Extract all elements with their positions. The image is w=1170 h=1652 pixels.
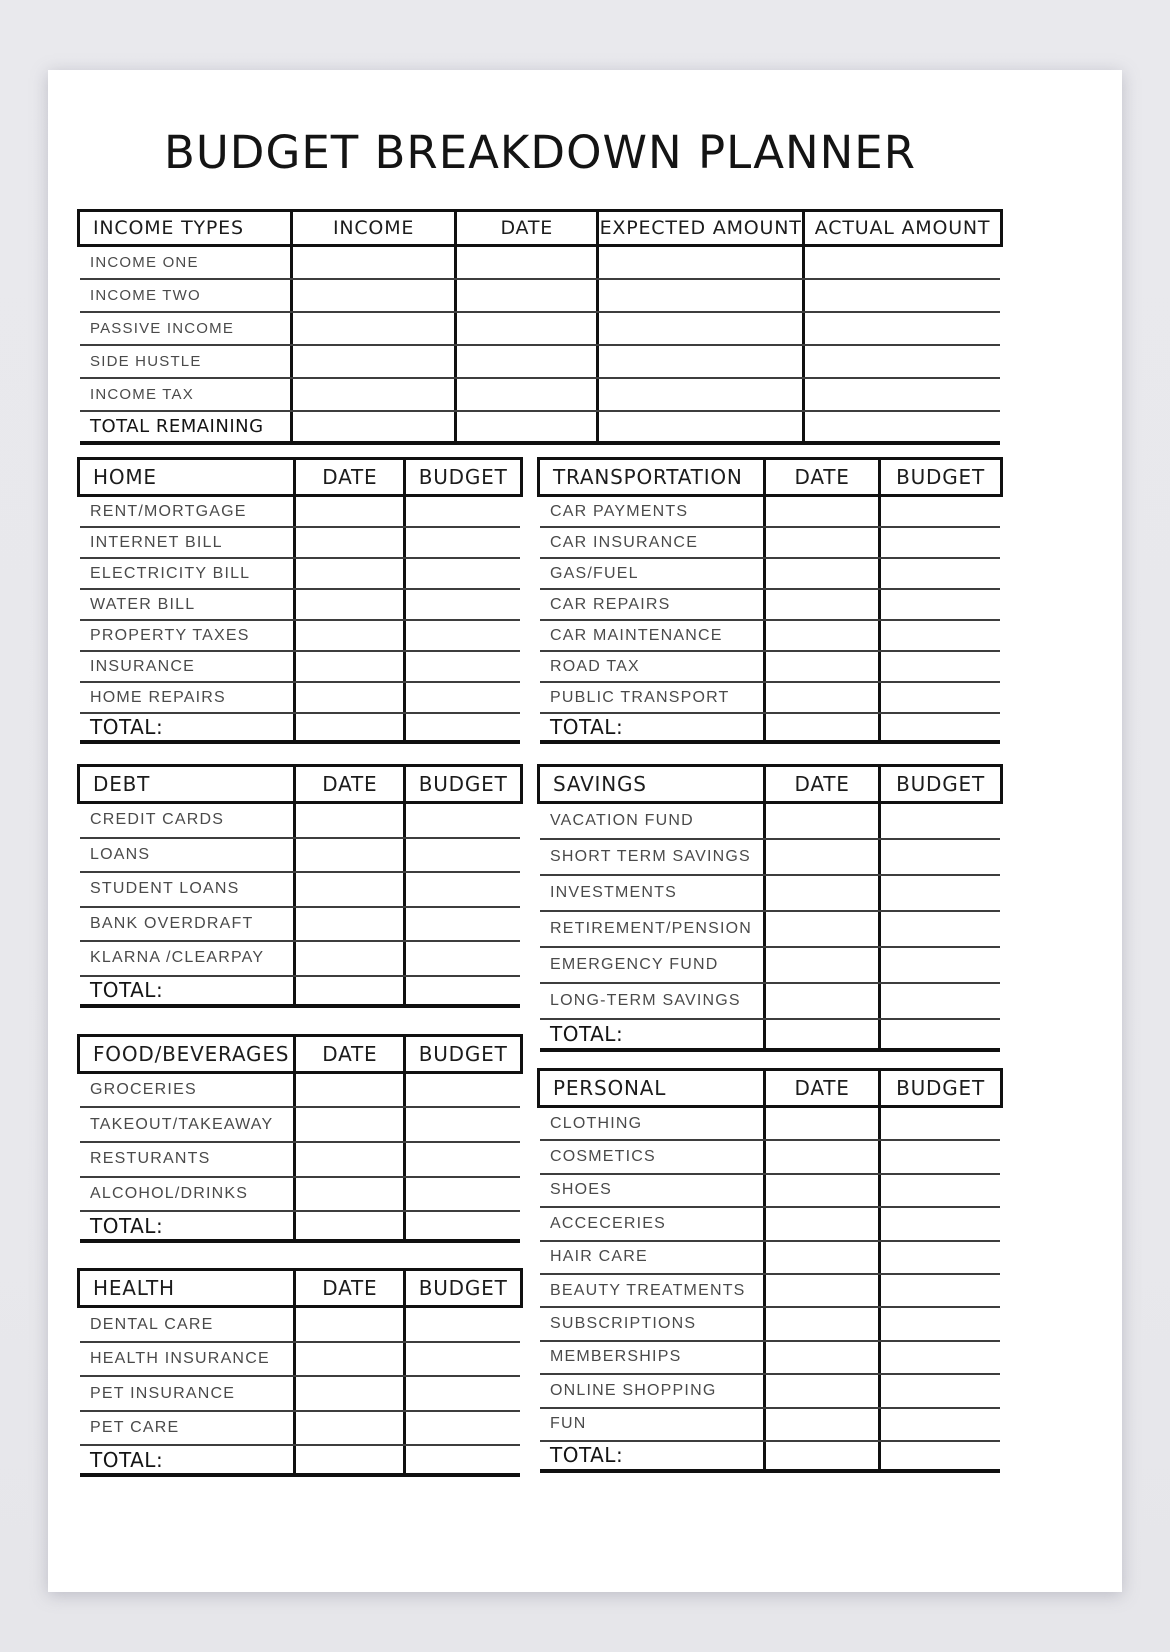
expected-amount-cell [596,346,802,377]
budget-cell [403,908,520,941]
row-label: HAIR CARE [550,1248,648,1266]
table-row [540,948,1000,984]
date-cell [763,621,878,650]
budget-cell [878,528,1000,557]
budget-cell [878,1208,1000,1239]
row-label: SHORT TERM SAVINGS [550,848,751,865]
table-row [80,873,520,908]
date-cell [293,977,403,1004]
table-row [540,1141,1000,1174]
page-title: BUDGET BREAKDOWN PLANNER [164,126,916,179]
date-cell [763,1275,878,1306]
budget-cell [878,1020,1000,1048]
debt-table-body [80,804,520,977]
actual-amount-cell [802,313,1000,344]
table-row [80,1377,520,1412]
date-cell [293,559,403,588]
date-cell [763,1242,878,1273]
date-cell [293,528,403,557]
debt-table-title: DEBT [93,772,151,796]
budget-cell [403,652,520,681]
budget-cell [403,714,520,740]
date-cell [293,1308,403,1341]
home-table [80,457,520,744]
health-table [80,1268,520,1477]
table-row [540,559,1000,590]
row-label: RESTURANTS [90,1150,211,1168]
date-cell [293,590,403,619]
date-cell [293,1212,403,1239]
table-row [80,804,520,839]
total-label: TOTAL: [550,715,624,739]
income-cell [290,280,455,311]
budget-header: BUDGET [403,1037,520,1071]
budget-cell [403,804,520,837]
table-row [80,1412,520,1447]
budget-cell [878,590,1000,619]
home-total-row [80,714,520,744]
row-label: INVESTMENTS [550,884,677,901]
date-header: DATE [454,212,596,244]
table-row [540,683,1000,714]
date-cell [454,313,596,344]
budget-cell [878,1442,1000,1469]
date-cell [763,876,878,910]
income-table-body [80,247,1000,412]
table-row [540,1175,1000,1208]
table-row [80,652,520,683]
row-label: EMERGENCY FUND [550,956,719,973]
table-row [540,1242,1000,1275]
budget-cell [403,1178,520,1211]
income-cell [290,247,455,278]
row-label: PASSIVE INCOME [90,320,235,337]
income-cell [290,379,455,410]
row-label: CAR INSURANCE [550,533,699,551]
date-header: DATE [293,1271,403,1305]
row-label: FUN [550,1415,587,1433]
row-label: INCOME ONE [90,254,199,271]
budget-cell [878,804,1000,838]
row-label: SHOES [550,1181,613,1199]
row-label: CAR PAYMENTS [550,502,689,520]
actual-amount-cell [802,280,1000,311]
budget-header: BUDGET [878,460,1000,494]
home-table-header [77,457,523,497]
row-label: PET CARE [90,1419,180,1436]
row-label: DENTAL CARE [90,1315,214,1333]
date-cell [293,1143,403,1176]
date-header: DATE [763,1071,878,1105]
row-label: ELECTRICITY BILL [90,564,251,582]
budget-header: BUDGET [403,1271,520,1305]
budget-cell [878,1275,1000,1306]
row-label: HEALTH INSURANCE [90,1350,270,1367]
date-cell [763,1442,878,1469]
table-row [80,1308,520,1343]
date-cell [293,1178,403,1211]
row-label: CLOTHING [550,1114,643,1132]
table-row [80,590,520,621]
row-label: SIDE HUSTLE [90,353,202,370]
savings-total-row [540,1020,1000,1052]
actual-amount-header: ACTUAL AMOUNT [802,212,1000,244]
date-cell [293,1412,403,1445]
budget-cell [878,912,1000,946]
total-label: TOTAL: [550,1022,624,1046]
savings-table [540,764,1000,1052]
table-row [80,1074,520,1109]
row-label: RETIREMENT/PENSION [550,920,753,937]
table-row [540,1208,1000,1241]
total-remaining-label: TOTAL REMAINING [90,416,264,437]
actual-amount-cell [802,247,1000,278]
table-row [80,621,520,652]
budget-cell [878,876,1000,910]
table-row [80,528,520,559]
table-row [80,497,520,528]
date-cell [293,1446,403,1473]
date-cell [763,912,878,946]
transportation-table-header [537,457,1003,497]
row-label: RENT/MORTGAGE [90,502,247,520]
date-cell [293,804,403,837]
date-cell [763,948,878,982]
row-label: INSURANCE [90,657,196,675]
personal-table-body [540,1108,1000,1442]
table-row [540,497,1000,528]
actual-amount-cell [802,379,1000,410]
row-label: STUDENT LOANS [90,880,240,898]
budget-cell [403,873,520,906]
budget-cell [403,1343,520,1376]
health-table-header [77,1268,523,1308]
right-column [540,457,1000,1473]
row-label: ONLINE SHOPPING [550,1381,717,1399]
row-label: ALCOHOL/DRINKS [90,1184,249,1202]
debt-table [80,764,520,1008]
budget-cell [403,977,520,1004]
transportation-table [540,457,1000,744]
budget-cell [878,652,1000,681]
transportation-total-row [540,714,1000,744]
date-cell [293,652,403,681]
income-types-header: INCOME TYPES [93,217,244,239]
budget-cell [403,1446,520,1473]
table-row [540,621,1000,652]
table-row [540,652,1000,683]
savings-table-title: SAVINGS [553,772,647,796]
expected-amount-header: EXPECTED AMOUNT [596,212,802,244]
date-cell [763,1409,878,1440]
budget-cell [403,1143,520,1176]
table-row [80,1108,520,1143]
transportation-table-body [540,497,1000,714]
budget-cell [878,1375,1000,1406]
income-cell [290,412,455,441]
row-label: LONG-TERM SAVINGS [550,992,741,1009]
row-label: SUBSCRIPTIONS [550,1315,697,1333]
table-row [540,1308,1000,1341]
row-label: CAR MAINTENANCE [550,626,723,644]
table-row [80,908,520,943]
budget-cell [403,1108,520,1141]
date-cell [763,652,878,681]
expected-amount-cell [596,379,802,410]
table-row [80,559,520,590]
date-cell [763,1020,878,1048]
budget-cell [878,840,1000,874]
table-row [80,1178,520,1213]
food-total-row [80,1212,520,1243]
debt-table-header [77,764,523,804]
budget-header: BUDGET [403,767,520,801]
budget-cell [878,559,1000,588]
total-label: TOTAL: [90,978,164,1002]
date-cell [293,621,403,650]
table-row [540,876,1000,912]
budget-cell [403,1308,520,1341]
row-label: ROAD TAX [550,657,640,675]
transportation-table-title: TRANSPORTATION [553,465,743,489]
budget-cell [403,683,520,712]
row-label: CAR REPAIRS [550,595,671,613]
table-row [540,804,1000,840]
category-columns [80,457,1000,1477]
budget-cell [403,497,520,526]
table-row [540,1108,1000,1141]
date-cell [293,497,403,526]
total-label: TOTAL: [550,1443,624,1468]
row-label: GROCERIES [90,1080,197,1098]
date-cell [293,1074,403,1107]
home-table-title: HOME [93,465,157,489]
expected-amount-cell [596,280,802,311]
date-cell [454,379,596,410]
planner-page [48,70,1122,1592]
date-cell [763,590,878,619]
row-label: PROPERTY TAXES [90,626,250,644]
income-row [80,280,1000,313]
income-row [80,313,1000,346]
date-header: DATE [293,460,403,494]
personal-table-header [537,1068,1003,1108]
date-cell [293,839,403,872]
date-cell [454,412,596,441]
date-cell [763,984,878,1018]
date-cell [293,1108,403,1141]
row-label: INCOME TAX [90,386,194,403]
date-cell [293,873,403,906]
budget-cell [403,1377,520,1410]
table-row [80,683,520,714]
budget-cell [403,839,520,872]
date-cell [293,1377,403,1410]
budget-cell [878,984,1000,1018]
budget-cell [878,714,1000,740]
total-label: TOTAL: [90,1447,164,1472]
row-label: HOME REPAIRS [90,688,226,706]
date-cell [763,714,878,740]
table-row [540,528,1000,559]
income-row [80,346,1000,379]
table-row [540,1275,1000,1308]
budget-cell [403,590,520,619]
expected-amount-cell [596,412,802,441]
personal-table [540,1068,1000,1473]
budget-cell [403,1412,520,1445]
income-row [80,379,1000,412]
actual-amount-cell [802,346,1000,377]
budget-cell [403,528,520,557]
budget-cell [403,1212,520,1239]
table-row [540,912,1000,948]
date-header: DATE [763,460,878,494]
income-table [80,209,1000,445]
date-header: DATE [293,1037,403,1071]
table-row [540,1409,1000,1442]
date-cell [763,528,878,557]
debt-total-row [80,977,520,1008]
budget-cell [878,1342,1000,1373]
actual-amount-cell [802,412,1000,441]
expected-amount-cell [596,247,802,278]
budget-cell [403,559,520,588]
health-table-body [80,1308,520,1446]
date-cell [763,1308,878,1339]
date-cell [293,683,403,712]
budget-header: BUDGET [878,767,1000,801]
row-label: KLARNA /CLEARPAY [90,949,265,967]
table-row [80,942,520,977]
row-label: INTERNET BILL [90,533,223,551]
row-label: PUBLIC TRANSPORT [550,688,730,706]
date-cell [763,497,878,526]
row-label: CREDIT CARDS [90,811,225,829]
table-row [540,840,1000,876]
income-header: INCOME [290,212,455,244]
income-cell [290,313,455,344]
date-cell [763,559,878,588]
budget-cell [403,942,520,975]
left-column [80,457,520,1477]
row-label: VACATION FUND [550,812,694,829]
total-label: TOTAL: [90,1213,164,1238]
date-cell [454,247,596,278]
row-label: GAS/FUEL [550,564,639,582]
table-row [80,1143,520,1178]
budget-header: BUDGET [403,460,520,494]
row-label: COSMETICS [550,1148,656,1166]
table-row [80,839,520,874]
date-cell [763,1208,878,1239]
date-header: DATE [293,767,403,801]
page-content [48,126,1000,1477]
budget-cell [878,621,1000,650]
date-cell [293,942,403,975]
date-cell [293,1343,403,1376]
food-table-header [77,1034,523,1074]
row-label: ACCECERIES [550,1214,667,1232]
food-table-body [80,1074,520,1213]
budget-cell [878,948,1000,982]
row-label: BANK OVERDRAFT [90,914,254,932]
health-total-row [80,1446,520,1477]
income-cell [290,346,455,377]
row-label: LOANS [90,845,151,863]
budget-cell [878,1108,1000,1139]
table-row [540,590,1000,621]
row-label: MEMBERSHIPS [550,1348,682,1366]
income-row [80,247,1000,280]
budget-cell [878,1175,1000,1206]
date-cell [763,683,878,712]
budget-cell [878,1141,1000,1172]
budget-cell [878,1308,1000,1339]
date-cell [763,840,878,874]
total-label: TOTAL: [90,715,164,739]
row-label: INCOME TWO [90,287,201,304]
date-cell [763,1175,878,1206]
date-cell [763,804,878,838]
budget-cell [878,1409,1000,1440]
row-label: TAKEOUT/TAKEAWAY [90,1115,274,1133]
date-cell [293,908,403,941]
budget-cell [878,497,1000,526]
food-table-title: FOOD/BEVERAGES [93,1041,290,1066]
date-header: DATE [763,767,878,801]
table-row [540,1375,1000,1408]
budget-cell [878,1242,1000,1273]
table-row [540,984,1000,1020]
date-cell [763,1108,878,1139]
date-cell [454,280,596,311]
budget-cell [403,1074,520,1107]
row-label: WATER BILL [90,595,196,613]
home-table-body [80,497,520,714]
table-row [540,1342,1000,1375]
date-cell [454,346,596,377]
health-table-title: HEALTH [93,1276,175,1301]
date-cell [763,1342,878,1373]
budget-header: BUDGET [878,1071,1000,1105]
income-table-header [77,209,1003,247]
personal-table-title: PERSONAL [553,1076,667,1100]
expected-amount-cell [596,313,802,344]
date-cell [763,1375,878,1406]
table-row [80,1343,520,1378]
personal-total-row [540,1442,1000,1473]
food-beverages-table [80,1034,520,1244]
budget-cell [878,683,1000,712]
row-label: BEAUTY TREATMENTS [550,1281,746,1299]
date-cell [763,1141,878,1172]
savings-table-body [540,804,1000,1020]
savings-table-header [537,764,1003,804]
row-label: PET INSURANCE [90,1384,236,1402]
income-total-row [80,412,1000,445]
budget-cell [403,621,520,650]
date-cell [293,714,403,740]
